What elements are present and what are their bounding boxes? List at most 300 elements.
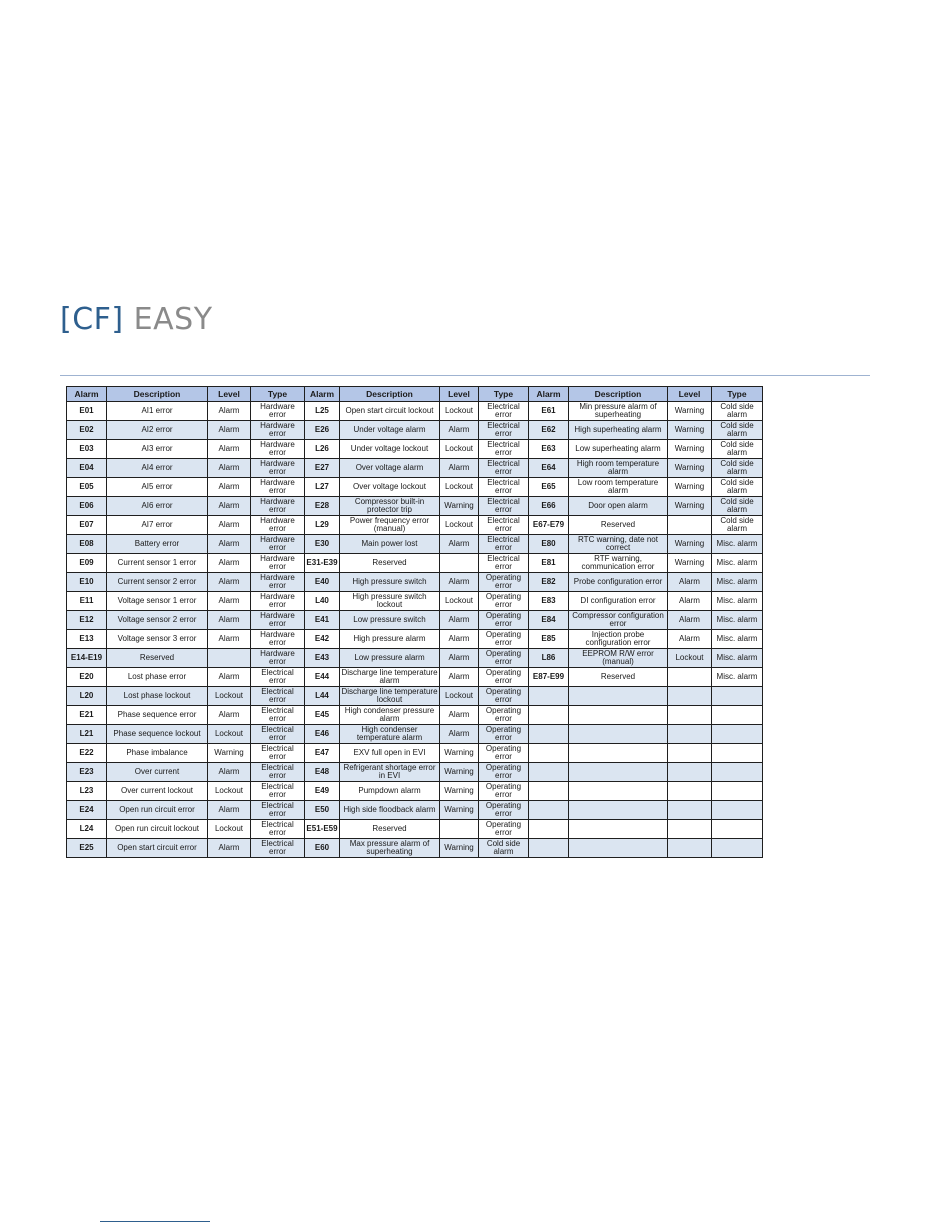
description-cell: High superheating alarm <box>569 421 668 440</box>
type-cell: Electrical error <box>251 668 305 687</box>
alarm-code-cell: E40 <box>305 573 340 592</box>
alarm-code-cell <box>529 725 569 744</box>
type-cell: Misc. alarm <box>712 554 763 573</box>
level-cell: Warning <box>668 554 712 573</box>
level-cell: Alarm <box>440 535 479 554</box>
table-row <box>67 573 763 592</box>
alarm-code-cell: E51-E59 <box>305 820 340 839</box>
alarm-code-cell: L29 <box>305 516 340 535</box>
description-cell: EXV full open in EVI <box>340 744 440 763</box>
column-header: Alarm <box>67 387 107 402</box>
description-cell: AI3 error <box>107 440 208 459</box>
type-cell: Hardware error <box>251 440 305 459</box>
description-cell: DI configuration error <box>569 592 668 611</box>
level-cell: Alarm <box>208 440 251 459</box>
alarm-code-cell <box>529 820 569 839</box>
level-cell <box>668 668 712 687</box>
level-cell: Alarm <box>440 421 479 440</box>
alarm-code-cell: L40 <box>305 592 340 611</box>
level-cell: Warning <box>440 839 479 858</box>
alarm-code-cell: E24 <box>67 801 107 820</box>
description-cell: Open start circuit lockout <box>340 402 440 421</box>
type-cell <box>712 725 763 744</box>
type-cell: Hardware error <box>251 630 305 649</box>
alarm-code-cell: E26 <box>305 421 340 440</box>
description-cell: Phase sequence lockout <box>107 725 208 744</box>
description-cell: Current sensor 2 error <box>107 573 208 592</box>
type-cell: Operating error <box>479 801 529 820</box>
level-cell: Alarm <box>208 573 251 592</box>
alarm-code-cell <box>529 687 569 706</box>
level-cell: Alarm <box>208 402 251 421</box>
description-cell: Reserved <box>340 820 440 839</box>
type-cell: Operating error <box>479 725 529 744</box>
table-row <box>67 554 763 573</box>
table-row <box>67 801 763 820</box>
level-cell: Alarm <box>208 763 251 782</box>
level-cell: Lockout <box>208 725 251 744</box>
alarm-code-cell: E63 <box>529 440 569 459</box>
type-cell: Cold side alarm <box>712 440 763 459</box>
alarm-code-cell: E82 <box>529 573 569 592</box>
type-cell: Operating error <box>479 611 529 630</box>
type-cell: Electrical error <box>251 687 305 706</box>
alarm-code-cell <box>529 839 569 858</box>
type-cell: Electrical error <box>251 839 305 858</box>
alarm-code-cell: E04 <box>67 459 107 478</box>
level-cell <box>668 706 712 725</box>
description-cell: Over current <box>107 763 208 782</box>
description-cell: Reserved <box>340 554 440 573</box>
alarm-code-cell: E49 <box>305 782 340 801</box>
level-cell: Lockout <box>440 478 479 497</box>
type-cell: Electrical error <box>251 763 305 782</box>
type-cell: Misc. alarm <box>712 592 763 611</box>
type-cell: Electrical error <box>251 820 305 839</box>
type-cell: Electrical error <box>479 440 529 459</box>
description-cell: High condenser temperature alarm <box>340 725 440 744</box>
type-cell: Cold side alarm <box>712 402 763 421</box>
alarm-code-cell: E31-E39 <box>305 554 340 573</box>
alarm-code-cell: E11 <box>67 592 107 611</box>
type-cell <box>712 839 763 858</box>
alarm-code-cell: E20 <box>67 668 107 687</box>
type-cell: Hardware error <box>251 497 305 516</box>
level-cell <box>668 687 712 706</box>
level-cell: Warning <box>440 782 479 801</box>
level-cell: Lockout <box>440 592 479 611</box>
description-cell: Probe configuration error <box>569 573 668 592</box>
type-cell: Hardware error <box>251 402 305 421</box>
description-cell: Main power lost <box>340 535 440 554</box>
table-row <box>67 668 763 687</box>
alarm-code-cell: L27 <box>305 478 340 497</box>
level-cell: Alarm <box>440 706 479 725</box>
alarm-code-cell: E67-E79 <box>529 516 569 535</box>
level-cell: Alarm <box>668 592 712 611</box>
alarm-code-cell: E81 <box>529 554 569 573</box>
alarm-code-cell: E22 <box>67 744 107 763</box>
column-header: Type <box>251 387 305 402</box>
level-cell: Alarm <box>208 421 251 440</box>
level-cell: Alarm <box>208 478 251 497</box>
level-cell <box>668 782 712 801</box>
level-cell: Alarm <box>208 592 251 611</box>
type-cell: Operating error <box>479 649 529 668</box>
type-cell <box>712 820 763 839</box>
level-cell: Alarm <box>208 839 251 858</box>
type-cell: Electrical error <box>251 744 305 763</box>
level-cell <box>440 554 479 573</box>
column-header: Type <box>712 387 763 402</box>
table-row <box>67 820 763 839</box>
description-cell: Over voltage alarm <box>340 459 440 478</box>
description-cell: RTF warning, communication error <box>569 554 668 573</box>
level-cell: Alarm <box>440 611 479 630</box>
description-cell: Injection probe configuration error <box>569 630 668 649</box>
description-cell: High pressure switch lockout <box>340 592 440 611</box>
footer-rule <box>100 1221 210 1222</box>
description-cell: High pressure alarm <box>340 630 440 649</box>
table-row <box>67 459 763 478</box>
description-cell: High room temperature alarm <box>569 459 668 478</box>
description-cell: Lost phase lockout <box>107 687 208 706</box>
type-cell: Hardware error <box>251 573 305 592</box>
alarm-code-cell: E27 <box>305 459 340 478</box>
level-cell: Warning <box>668 402 712 421</box>
table-row <box>67 611 763 630</box>
level-cell: Warning <box>668 421 712 440</box>
alarm-code-cell: E06 <box>67 497 107 516</box>
alarm-code-cell: E84 <box>529 611 569 630</box>
type-cell: Operating error <box>479 573 529 592</box>
description-cell: Low pressure switch <box>340 611 440 630</box>
type-cell: Electrical error <box>479 421 529 440</box>
level-cell: Lockout <box>208 687 251 706</box>
column-header: Level <box>440 387 479 402</box>
table-row <box>67 706 763 725</box>
description-cell <box>569 839 668 858</box>
type-cell: Hardware error <box>251 649 305 668</box>
description-cell <box>569 763 668 782</box>
description-cell <box>569 706 668 725</box>
alarm-code-cell: E02 <box>67 421 107 440</box>
description-cell: Over current lockout <box>107 782 208 801</box>
type-cell: Misc. alarm <box>712 573 763 592</box>
table-header-row <box>67 387 763 402</box>
type-cell: Operating error <box>479 763 529 782</box>
description-cell: AI4 error <box>107 459 208 478</box>
table-row <box>67 421 763 440</box>
table-row <box>67 478 763 497</box>
level-cell: Lockout <box>668 649 712 668</box>
level-cell: Alarm <box>208 516 251 535</box>
level-cell: Alarm <box>208 630 251 649</box>
column-header: Alarm <box>529 387 569 402</box>
description-cell: Battery error <box>107 535 208 554</box>
alarm-code-cell: E01 <box>67 402 107 421</box>
description-cell: Over voltage lockout <box>340 478 440 497</box>
column-header: Level <box>668 387 712 402</box>
level-cell: Alarm <box>208 668 251 687</box>
alarm-code-cell: E03 <box>67 440 107 459</box>
level-cell: Alarm <box>208 611 251 630</box>
description-cell: Reserved <box>569 516 668 535</box>
level-cell: Alarm <box>440 649 479 668</box>
type-cell: Hardware error <box>251 516 305 535</box>
type-cell: Electrical error <box>479 402 529 421</box>
table-row <box>67 744 763 763</box>
description-cell: Refrigerant shortage error in EVI <box>340 763 440 782</box>
alarm-code-cell: E28 <box>305 497 340 516</box>
description-cell: Compressor configuration error <box>569 611 668 630</box>
description-cell: Current sensor 1 error <box>107 554 208 573</box>
logo-bracket-text: [CF] <box>60 302 124 337</box>
level-cell: Warning <box>440 744 479 763</box>
alarm-code-cell: E64 <box>529 459 569 478</box>
level-cell: Lockout <box>440 687 479 706</box>
type-cell: Hardware error <box>251 478 305 497</box>
description-cell: Open start circuit error <box>107 839 208 858</box>
level-cell: Alarm <box>668 630 712 649</box>
level-cell: Alarm <box>208 497 251 516</box>
type-cell: Electrical error <box>251 782 305 801</box>
level-cell: Alarm <box>208 554 251 573</box>
alarm-code-table <box>66 386 763 858</box>
table-row <box>67 630 763 649</box>
description-cell <box>569 687 668 706</box>
level-cell <box>668 763 712 782</box>
type-cell: Hardware error <box>251 459 305 478</box>
column-header: Description <box>569 387 668 402</box>
description-cell: AI5 error <box>107 478 208 497</box>
type-cell: Misc. alarm <box>712 668 763 687</box>
table-row <box>67 440 763 459</box>
level-cell: Warning <box>668 535 712 554</box>
type-cell: Hardware error <box>251 535 305 554</box>
alarm-code-cell: E87-E99 <box>529 668 569 687</box>
table-row <box>67 402 763 421</box>
description-cell: Reserved <box>107 649 208 668</box>
description-cell <box>569 725 668 744</box>
alarm-code-cell: E23 <box>67 763 107 782</box>
description-cell: High condenser pressure alarm <box>340 706 440 725</box>
alarm-code-cell <box>529 744 569 763</box>
alarm-code-cell: E25 <box>67 839 107 858</box>
type-cell <box>712 763 763 782</box>
type-cell: Operating error <box>479 687 529 706</box>
type-cell: Cold side alarm <box>712 478 763 497</box>
alarm-code-cell: L44 <box>305 687 340 706</box>
logo-word-text: EASY <box>133 302 213 337</box>
level-cell: Alarm <box>208 535 251 554</box>
alarm-code-cell: E62 <box>529 421 569 440</box>
table-row <box>67 782 763 801</box>
alarm-code-cell: E30 <box>305 535 340 554</box>
description-cell: AI2 error <box>107 421 208 440</box>
type-cell: Operating error <box>479 668 529 687</box>
level-cell <box>668 516 712 535</box>
level-cell: Alarm <box>208 459 251 478</box>
level-cell: Alarm <box>208 706 251 725</box>
description-cell: High pressure switch <box>340 573 440 592</box>
type-cell: Hardware error <box>251 554 305 573</box>
type-cell: Electrical error <box>479 516 529 535</box>
column-header: Description <box>340 387 440 402</box>
alarm-code-cell <box>529 706 569 725</box>
type-cell: Electrical error <box>251 725 305 744</box>
description-cell: Door open alarm <box>569 497 668 516</box>
description-cell: Under voltage alarm <box>340 421 440 440</box>
description-cell <box>569 801 668 820</box>
level-cell: Warning <box>668 440 712 459</box>
level-cell <box>668 744 712 763</box>
description-cell: RTC warning, date not correct <box>569 535 668 554</box>
level-cell <box>668 820 712 839</box>
description-cell: AI1 error <box>107 402 208 421</box>
alarm-code-cell: E43 <box>305 649 340 668</box>
description-cell: AI6 error <box>107 497 208 516</box>
type-cell <box>712 687 763 706</box>
table-row <box>67 839 763 858</box>
level-cell: Warning <box>668 459 712 478</box>
table-row <box>67 649 763 668</box>
level-cell: Warning <box>668 478 712 497</box>
type-cell: Hardware error <box>251 592 305 611</box>
description-cell: Voltage sensor 2 error <box>107 611 208 630</box>
description-cell <box>569 820 668 839</box>
alarm-code-cell: E60 <box>305 839 340 858</box>
alarm-code-cell: L20 <box>67 687 107 706</box>
alarm-code-cell: E65 <box>529 478 569 497</box>
column-header: Level <box>208 387 251 402</box>
description-cell: Power frequency error (manual) <box>340 516 440 535</box>
alarm-code-cell: E12 <box>67 611 107 630</box>
type-cell: Cold side alarm <box>712 497 763 516</box>
table-row <box>67 725 763 744</box>
type-cell: Operating error <box>479 706 529 725</box>
table-row <box>67 497 763 516</box>
type-cell: Electrical error <box>479 478 529 497</box>
level-cell: Alarm <box>668 573 712 592</box>
level-cell: Lockout <box>208 820 251 839</box>
description-cell: High side floodback alarm <box>340 801 440 820</box>
description-cell: Voltage sensor 1 error <box>107 592 208 611</box>
level-cell <box>440 820 479 839</box>
alarm-code-cell: E05 <box>67 478 107 497</box>
level-cell: Alarm <box>440 668 479 687</box>
level-cell: Lockout <box>208 782 251 801</box>
description-cell <box>569 782 668 801</box>
alarm-code-cell: L26 <box>305 440 340 459</box>
description-cell: Lost phase error <box>107 668 208 687</box>
alarm-code-cell: E07 <box>67 516 107 535</box>
type-cell <box>712 782 763 801</box>
level-cell: Warning <box>440 763 479 782</box>
table-row <box>67 535 763 554</box>
type-cell: Operating error <box>479 630 529 649</box>
type-cell: Cold side alarm <box>712 459 763 478</box>
alarm-code-cell: E10 <box>67 573 107 592</box>
description-cell: Low superheating alarm <box>569 440 668 459</box>
description-cell <box>569 744 668 763</box>
description-cell: EEPROM R/W error (manual) <box>569 649 668 668</box>
alarm-code-cell: E85 <box>529 630 569 649</box>
alarm-code-cell: L86 <box>529 649 569 668</box>
description-cell: Open run circuit error <box>107 801 208 820</box>
level-cell: Alarm <box>668 611 712 630</box>
level-cell: Alarm <box>440 573 479 592</box>
description-cell: Low room temperature alarm <box>569 478 668 497</box>
column-header: Type <box>479 387 529 402</box>
alarm-code-cell: E50 <box>305 801 340 820</box>
alarm-code-cell: L23 <box>67 782 107 801</box>
type-cell: Misc. alarm <box>712 535 763 554</box>
description-cell: Phase imbalance <box>107 744 208 763</box>
alarm-code-cell: L24 <box>67 820 107 839</box>
description-cell: Reserved <box>569 668 668 687</box>
alarm-code-cell: E13 <box>67 630 107 649</box>
type-cell: Operating error <box>479 592 529 611</box>
table-body <box>67 402 763 858</box>
type-cell: Operating error <box>479 820 529 839</box>
alarm-code-cell <box>529 801 569 820</box>
description-cell: Compressor built-in protector trip <box>340 497 440 516</box>
description-cell: Under voltage lockout <box>340 440 440 459</box>
level-cell: Warning <box>440 801 479 820</box>
level-cell: Lockout <box>440 516 479 535</box>
table-row <box>67 516 763 535</box>
type-cell: Electrical error <box>479 497 529 516</box>
description-cell: Discharge line temperature lockout <box>341 687 438 704</box>
level-cell <box>668 725 712 744</box>
alarm-code-cell: E21 <box>67 706 107 725</box>
type-cell: Misc. alarm <box>712 649 763 668</box>
type-cell <box>712 744 763 763</box>
type-cell: Hardware error <box>251 611 305 630</box>
description-cell: Discharge line temperature alarm <box>341 668 438 685</box>
description-cell: AI7 error <box>107 516 208 535</box>
level-cell: Warning <box>440 497 479 516</box>
alarm-code-cell: E66 <box>529 497 569 516</box>
type-cell: Cold side alarm <box>712 421 763 440</box>
table-row <box>67 592 763 611</box>
type-cell: Cold side alarm <box>712 516 763 535</box>
level-cell: Warning <box>668 497 712 516</box>
alarm-code-cell: E45 <box>305 706 340 725</box>
level-cell <box>668 839 712 858</box>
description-cell: Min pressure alarm of superheating <box>569 402 668 421</box>
type-cell: Cold side alarm <box>479 839 529 858</box>
type-cell: Electrical error <box>251 801 305 820</box>
type-cell: Misc. alarm <box>712 630 763 649</box>
header-divider <box>60 375 870 376</box>
alarm-code-cell: E44 <box>305 668 340 687</box>
level-cell: Alarm <box>440 630 479 649</box>
description-cell: Max pressure alarm of superheating <box>340 839 440 858</box>
alarm-code-cell: E80 <box>529 535 569 554</box>
type-cell: Operating error <box>479 782 529 801</box>
level-cell: Lockout <box>440 440 479 459</box>
alarm-code-cell: E14-E19 <box>67 649 107 668</box>
level-cell: Alarm <box>208 801 251 820</box>
level-cell: Alarm <box>440 725 479 744</box>
type-cell: Electrical error <box>479 535 529 554</box>
description-cell: Low pressure alarm <box>340 649 440 668</box>
alarm-code-cell: E42 <box>305 630 340 649</box>
level-cell <box>208 649 251 668</box>
alarm-code-cell: L21 <box>67 725 107 744</box>
